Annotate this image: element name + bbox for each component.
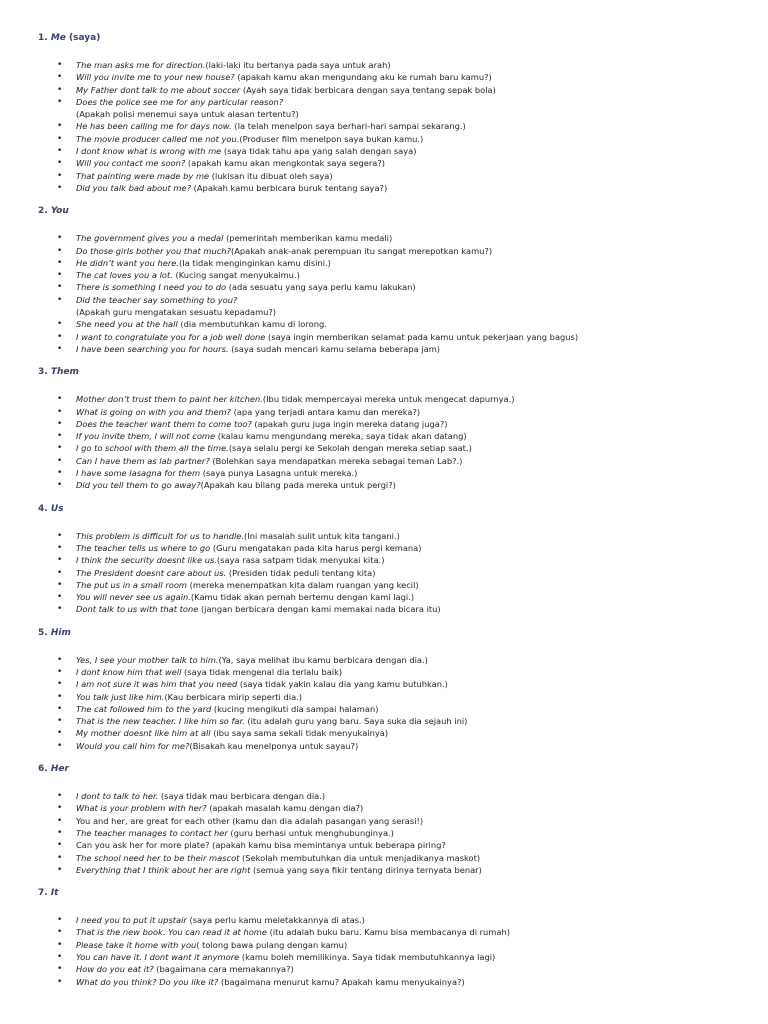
- english-sentence: Everything that I think about her are right: [76, 864, 251, 875]
- example-item: [38, 839, 753, 851]
- indonesian-translation: (Apakah kau bilang pada mereka untuk pergi?): [200, 480, 396, 491]
- example-list: [38, 59, 753, 194]
- example-item: [38, 914, 753, 926]
- english-sentence: Dont talk to us with that tone: [76, 604, 199, 615]
- indonesian-translation: (kamu dan dia adalah pasangan yang serasi!): [229, 815, 424, 826]
- section-heading: [38, 627, 753, 639]
- english-sentence: Do those girls bother you that much?: [76, 245, 231, 256]
- indonesian-translation: (kalau kamu mengundang mereka, saya tidak akan datang): [215, 431, 467, 442]
- heading-number: 2.: [38, 206, 48, 217]
- section-heading: [38, 763, 753, 775]
- example-item: [38, 591, 753, 603]
- example-item: [38, 715, 753, 727]
- indonesian-translation: (ada sesuatu yang saya perlu kamu lakukan): [226, 282, 416, 293]
- english-sentence: How do you eat it?: [76, 964, 154, 975]
- indonesian-translation: (Ia telah menelpon saya berhari-hari sampai sekarang.): [231, 121, 466, 132]
- example-item: [38, 567, 753, 579]
- english-sentence: If you invite them, I will not come: [76, 431, 216, 442]
- english-sentence: The teacher manages to contact her: [76, 827, 228, 838]
- heading-pronoun: You: [50, 206, 69, 217]
- english-sentence: I think the security doesnt like us.: [76, 555, 217, 566]
- example-item: [38, 294, 753, 319]
- english-sentence: What is your problem with her?: [76, 803, 207, 814]
- indonesian-translation: (bagaimana cara memakannya?): [153, 964, 294, 975]
- indonesian-translation: (semua yang saya fikir tentang dirinya ternyata benar): [250, 864, 482, 875]
- indonesian-translation: (saya tidak yakin kalau dia yang kamu butuhkan.): [237, 679, 448, 690]
- example-item: [38, 678, 753, 690]
- english-sentence: The put us in a small room: [76, 579, 188, 590]
- example-item: [38, 815, 753, 827]
- heading-translation: (saya): [69, 33, 101, 43]
- example-item: [38, 145, 753, 157]
- example-item: [38, 530, 753, 542]
- indonesian-translation: (Presiden tidak peduli tentang kita): [226, 567, 376, 578]
- english-sentence: Will you contact me soon?: [76, 158, 186, 169]
- example-item: [38, 802, 753, 814]
- english-sentence: I am not sure it was him that you need: [76, 679, 238, 690]
- indonesian-translation: (saya ingin memberikan selamat pada kamu untuk pekerjaan yang bagus): [265, 331, 579, 342]
- english-sentence: You will never see us again.: [76, 592, 191, 603]
- english-sentence: He has been calling me for days now.: [76, 121, 232, 132]
- indonesian-translation: (apakah kamu akan mengkontak saya segera?): [185, 158, 385, 169]
- english-sentence: I go to school with them all the time.: [76, 443, 229, 454]
- document-body: [38, 32, 753, 999]
- indonesian-translation: (Apakah polisi menemui saya untuk alasan tertentu?): [76, 109, 299, 120]
- example-list: [38, 232, 753, 355]
- english-sentence: My mother doesnt like him at all: [76, 728, 211, 739]
- example-item: [38, 71, 753, 83]
- english-sentence: That is the new book. You can read it at home: [76, 927, 267, 938]
- indonesian-translation: (Kau berbicara mirip seperti dia.): [164, 691, 303, 702]
- english-sentence: Please take it home with you: [76, 939, 197, 950]
- indonesian-translation: (Ibu tidak mempercayai mereka untuk mengecat dapurnya.): [262, 394, 515, 405]
- indonesian-translation: (Guru mengatakan pada kita harus pergi kemana): [210, 542, 422, 553]
- indonesian-translation: (Apakah guru mengatakan sesuatu kepadamu?): [76, 307, 277, 318]
- example-item: [38, 318, 753, 330]
- example-item: [38, 343, 753, 355]
- section-4: [38, 503, 753, 616]
- section-7: [38, 887, 753, 988]
- section-heading: [38, 205, 753, 217]
- indonesian-translation: (saya tidak mengenal dia terlalu baik): [181, 666, 343, 677]
- heading-number: 4.: [38, 503, 48, 514]
- section-heading: [38, 887, 753, 899]
- indonesian-translation: (apakah kamu bisa memintanya untuk beberapa piring?: [209, 840, 446, 851]
- example-item: [38, 603, 753, 615]
- indonesian-translation: (kucing mengikuti dia sampai halaman): [211, 703, 379, 714]
- heading-pronoun: Us: [50, 503, 64, 514]
- indonesian-translation: (jangan berbicara dengan kami memakai nada bicara itu): [198, 604, 441, 615]
- example-item: [38, 976, 753, 988]
- section-2: [38, 205, 753, 355]
- example-item: [38, 703, 753, 715]
- example-item: [38, 790, 753, 802]
- english-sentence: Mother don’t trust them to paint her kitchen.: [76, 394, 263, 405]
- english-sentence: I dont know him that well: [76, 666, 182, 677]
- example-item: [38, 331, 753, 343]
- example-list: [38, 530, 753, 616]
- indonesian-translation: (Bolehkan saya mendapatkan mereka sebagai teman Lab?.): [209, 455, 463, 466]
- example-item: [38, 479, 753, 491]
- example-item: [38, 939, 753, 951]
- example-item: [38, 120, 753, 132]
- indonesian-translation: (Kamu tidak akan pernah bertemu dengan kami lagi.): [190, 592, 415, 603]
- heading-pronoun: Them: [50, 367, 79, 378]
- example-item: [38, 406, 753, 418]
- english-sentence: Did the teacher say something to you?: [76, 294, 238, 305]
- heading-pronoun: Her: [50, 764, 69, 775]
- example-item: [38, 418, 753, 430]
- example-item: [38, 654, 753, 666]
- english-sentence: Does the police see me for any particular reason?: [76, 96, 284, 107]
- example-item: [38, 59, 753, 71]
- indonesian-translation: (bagaimana menurut kamu? Apakah kamu menyukainya?): [218, 976, 465, 987]
- section-1: [38, 32, 753, 194]
- heading-number: 1.: [38, 33, 48, 43]
- example-list: [38, 393, 753, 491]
- example-item: [38, 926, 753, 938]
- example-list: [38, 654, 753, 752]
- example-item: [38, 542, 753, 554]
- example-item: [38, 455, 753, 467]
- section-heading: [38, 366, 753, 378]
- indonesian-translation: (Ayah saya tidak berbicara dengan saya tentang sepak bola): [240, 84, 496, 95]
- english-sentence: He didn’t want you here.: [76, 257, 180, 268]
- english-sentence: Can you ask her for more plate?: [76, 840, 210, 851]
- english-sentence: There is something I need you to do: [76, 282, 227, 293]
- example-item: [38, 96, 753, 121]
- indonesian-translation: (apa yang terjadi antara kamu dan mereka?): [230, 406, 421, 417]
- example-list: [38, 790, 753, 876]
- example-item: [38, 269, 753, 281]
- example-item: [38, 666, 753, 678]
- english-sentence: Can I have them as lab partner?: [76, 455, 210, 466]
- example-item: [38, 554, 753, 566]
- indonesian-translation: (saya rasa satpam tidak menyukai kita.): [216, 555, 385, 566]
- heading-number: 7.: [38, 888, 48, 899]
- example-item: [38, 393, 753, 405]
- example-item: [38, 281, 753, 293]
- english-sentence: You and her, are great for each other: [76, 815, 230, 826]
- indonesian-translation: (Sekolah membutuhkan dia untuk menjadikanya maskot): [239, 852, 481, 863]
- indonesian-translation: (apakah masalah kamu dengan dia?): [206, 803, 364, 814]
- indonesian-translation: (saya tidak mau berbicara dengan dia.): [158, 791, 326, 802]
- indonesian-translation: (Ya, saya melihat ibu kamu berbicara dengan dia.): [218, 654, 428, 665]
- example-item: [38, 232, 753, 244]
- english-sentence: The cat loves you a lot.: [76, 270, 173, 281]
- indonesian-translation: (saya punya Lasagna untuk mereka.): [200, 468, 358, 479]
- indonesian-translation: ( tolong bawa pulang dengan kamu): [196, 939, 348, 950]
- example-item: [38, 691, 753, 703]
- english-sentence: Yes, I see your mother talk to him.: [76, 654, 219, 665]
- english-sentence: I have been searching you for hours.: [76, 343, 229, 354]
- indonesian-translation: (Apakah kamu berbicara buruk tentang saya?): [191, 182, 388, 193]
- example-item: [38, 133, 753, 145]
- section-heading: [38, 503, 753, 515]
- section-6: [38, 763, 753, 876]
- english-sentence: She need you at the hall: [76, 319, 178, 330]
- english-sentence: That painting were made by me: [76, 170, 210, 181]
- example-item: [38, 182, 753, 194]
- indonesian-translation: (Apakah anak-anak perempuan itu sangat merepotkan kamu?): [230, 245, 493, 256]
- indonesian-translation: (itu adalah guru yang baru. Saya suka dia sejauh ini): [244, 716, 468, 727]
- example-item: [38, 170, 753, 182]
- indonesian-translation: (apakah guru juga ingin mereka datang juga?): [251, 418, 448, 429]
- example-item: [38, 827, 753, 839]
- example-item: [38, 442, 753, 454]
- english-sentence: I dont know what is wrong with me: [76, 146, 222, 157]
- heading-number: 5.: [38, 627, 48, 638]
- example-item: [38, 579, 753, 591]
- english-sentence: Does the teacher want them to come too?: [76, 418, 252, 429]
- english-sentence: You can have it. I dont want it anymore: [76, 952, 240, 963]
- example-item: [38, 740, 753, 752]
- indonesian-translation: (mereka menempatkan kita dalam ruangan yang kecil): [187, 579, 419, 590]
- english-sentence: You talk just like him.: [76, 691, 165, 702]
- example-item: [38, 245, 753, 257]
- english-sentence: The cat followed him to the yard: [76, 703, 212, 714]
- english-sentence: What is going on with you and them?: [76, 406, 231, 417]
- english-sentence: I want to congratulate you for a job well done: [76, 331, 266, 342]
- indonesian-translation: (Ia tidak menginginkan kamu disini.): [179, 257, 331, 268]
- example-item: [38, 852, 753, 864]
- indonesian-translation: (pemerintah memberikan kamu medali): [223, 233, 393, 244]
- indonesian-translation: (saya selalu pergi ke Sekolah dengan mereka setiap saat.): [228, 443, 472, 454]
- english-sentence: Will you invite me to your new house?: [76, 72, 235, 83]
- section-3: [38, 366, 753, 491]
- indonesian-translation: (laki-laki itu bertanya pada saya untuk arah): [205, 60, 391, 70]
- english-sentence: The President doesnt care about us.: [76, 567, 227, 578]
- example-item: [38, 951, 753, 963]
- indonesian-translation: (dia membutuhkan kamu di lorong.: [177, 319, 327, 330]
- english-sentence: The man asks me for direction.: [76, 60, 206, 70]
- example-item: [38, 467, 753, 479]
- indonesian-translation: (lukisan itu dibuat oleh saya): [209, 170, 333, 181]
- english-sentence: I dont to talk to her.: [76, 791, 159, 802]
- english-sentence: That is the new teacher. I like him so far.: [76, 716, 245, 727]
- english-sentence: I have some lasagna for them: [76, 468, 201, 479]
- indonesian-translation: (itu adalah buku baru. Kamu bisa membacanya di rumah): [266, 927, 510, 938]
- indonesian-translation: (saya sudah mencari kamu selama beberapa jam): [228, 343, 441, 354]
- english-sentence: The teacher tells us where to go: [76, 542, 211, 553]
- example-item: [38, 84, 753, 96]
- indonesian-translation: (saya perlu kamu meletakkannya di atas.): [186, 915, 365, 926]
- english-sentence: My Father dont talk to me about soccer: [76, 84, 241, 95]
- heading-pronoun: Me: [50, 33, 66, 43]
- english-sentence: The school need her to be their mascot: [76, 852, 240, 863]
- heading-number: 3.: [38, 367, 48, 378]
- heading-pronoun: Him: [50, 627, 71, 638]
- english-sentence: What do you think? Do you like it?: [76, 976, 219, 987]
- english-sentence: The movie producer called me not you.: [76, 133, 240, 144]
- indonesian-translation: (guru berhasi untuk menghubunginya.): [227, 827, 394, 838]
- example-item: [38, 864, 753, 876]
- heading-number: 6.: [38, 764, 48, 775]
- example-item: [38, 430, 753, 442]
- english-sentence: Would you call him for me?: [76, 740, 190, 751]
- example-item: [38, 727, 753, 739]
- indonesian-translation: (Kucing sangat menyukaimu.): [172, 270, 300, 281]
- example-item: [38, 257, 753, 269]
- english-sentence: The government gives you a medal: [76, 233, 224, 244]
- indonesian-translation: (Ini masalah sulit untuk kita tangani.): [244, 530, 400, 541]
- example-item: [38, 157, 753, 169]
- english-sentence: Did you talk bad about me?: [76, 182, 191, 193]
- english-sentence: Did you tell them to go away?: [76, 480, 201, 491]
- example-item: [38, 963, 753, 975]
- indonesian-translation: (apakah kamu akan mengundang aku ke rumah baru kamu?): [234, 72, 492, 83]
- section-5: [38, 627, 753, 752]
- example-list: [38, 914, 753, 988]
- indonesian-translation: (Bisakah kau menelponya untuk sayau?): [189, 740, 359, 751]
- english-sentence: This problem is difficult for us to handle.: [76, 530, 245, 541]
- indonesian-translation: (Produser film menelpon saya bukan kamu.): [239, 133, 424, 144]
- indonesian-translation: (ibu saya sama sekali tidak menyukainya): [210, 728, 389, 739]
- section-heading: [38, 32, 753, 44]
- english-sentence: I need you to put it upstair: [76, 915, 187, 926]
- indonesian-translation: (kamu boleh memilikinya. Saya tidak membutuhkannya lagi): [239, 952, 496, 963]
- heading-pronoun: It: [50, 888, 59, 899]
- indonesian-translation: (saya tidak tahu apa yang salah dengan saya): [221, 146, 417, 157]
